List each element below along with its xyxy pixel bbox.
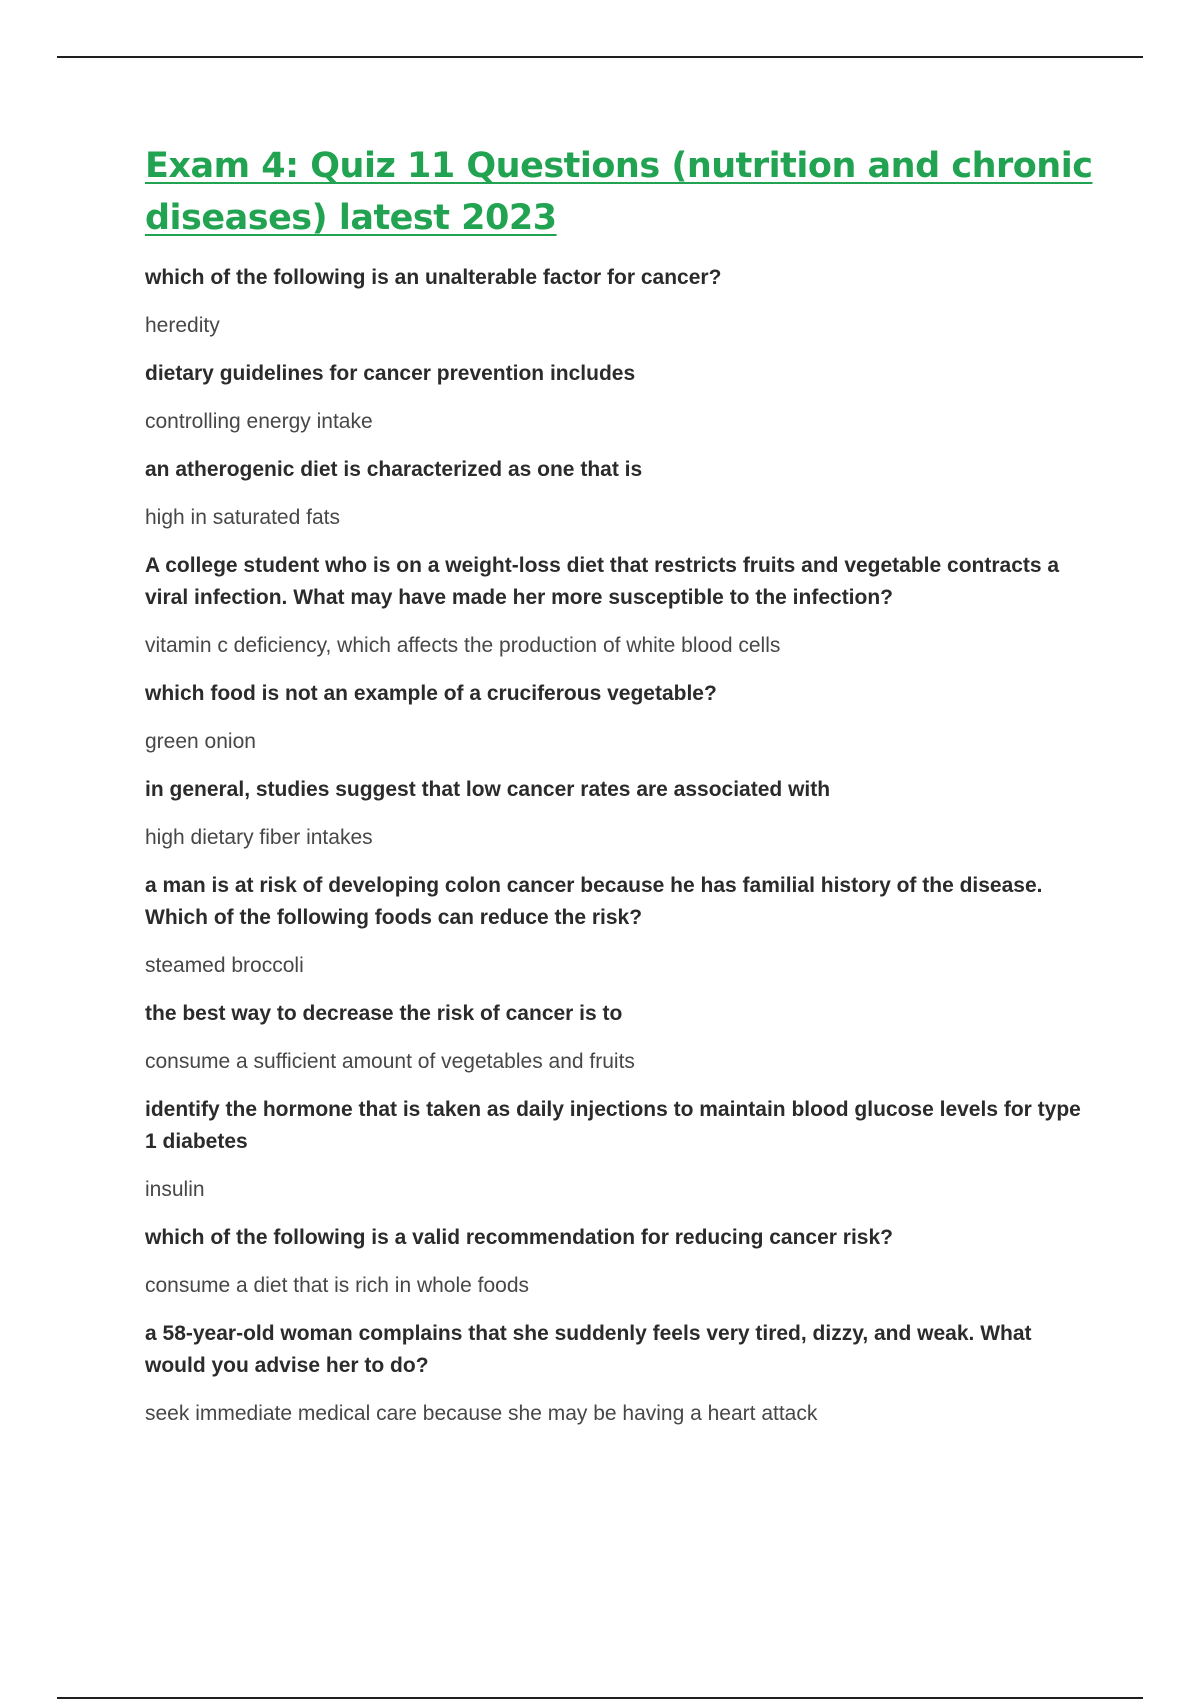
- answer-text: steamed broccoli: [145, 954, 304, 977]
- header-rule: [57, 56, 1143, 58]
- question-text: in general, studies suggest that low cancer rates are associated with: [145, 778, 831, 801]
- qa-item: [145, 358, 1095, 438]
- question-text: a man is at risk of developing colon cancer because he has familial history of the disease. Which of the following foods can reduce the risk?: [145, 874, 1043, 929]
- qa-item: [145, 998, 1095, 1078]
- answer-text: consume a sufficient amount of vegetables and fruits: [145, 1050, 635, 1073]
- question-text: dietary guidelines for cancer prevention includes: [145, 362, 636, 385]
- question-text: A college student who is on a weight-loss diet that restricts fruits and vegetable contracts a viral infection. What may have made her more susceptible to the infection?: [145, 554, 1060, 609]
- question-text: which of the following is a valid recommendation for reducing cancer risk?: [145, 1226, 893, 1249]
- qa-list: [145, 262, 1095, 1430]
- answer-text: high dietary fiber intakes: [145, 826, 373, 849]
- qa-item: [145, 678, 1095, 758]
- qa-item: [145, 550, 1095, 662]
- qa-item: [145, 774, 1095, 854]
- answer-text: green onion: [145, 730, 256, 753]
- question-text: the best way to decrease the risk of cancer is to: [145, 1002, 623, 1025]
- qa-item: [145, 1094, 1095, 1206]
- qa-item: [145, 1318, 1095, 1430]
- qa-item: [145, 870, 1095, 982]
- qa-item: [145, 262, 1095, 342]
- answer-text: consume a diet that is rich in whole foods: [145, 1274, 530, 1297]
- answer-text: seek immediate medical care because she may be having a heart attack: [145, 1402, 818, 1425]
- document-title: Exam 4: Quiz 11 Questions (nutrition and chronic diseases) latest 2023: [145, 146, 1093, 238]
- question-text: which of the following is an unalterable factor for cancer?: [145, 266, 722, 289]
- question-text: an atherogenic diet is characterized as one that is: [145, 458, 643, 481]
- question-text: identify the hormone that is taken as daily injections to maintain blood glucose levels for type 1 diabetes: [145, 1098, 1081, 1153]
- question-text: which food is not an example of a cruciferous vegetable?: [145, 682, 717, 705]
- qa-item: [145, 1222, 1095, 1302]
- footer-rule: [57, 1697, 1143, 1699]
- answer-text: vitamin c deficiency, which affects the production of white blood cells: [145, 634, 781, 657]
- document-body: [145, 140, 1095, 1446]
- qa-item: [145, 454, 1095, 534]
- answer-text: insulin: [145, 1178, 205, 1201]
- question-text: a 58-year-old woman complains that she suddenly feels very tired, dizzy, and weak. What would you advise her to do?: [145, 1322, 1032, 1377]
- answer-text: controlling energy intake: [145, 410, 373, 433]
- answer-text: high in saturated fats: [145, 506, 340, 529]
- answer-text: heredity: [145, 314, 220, 337]
